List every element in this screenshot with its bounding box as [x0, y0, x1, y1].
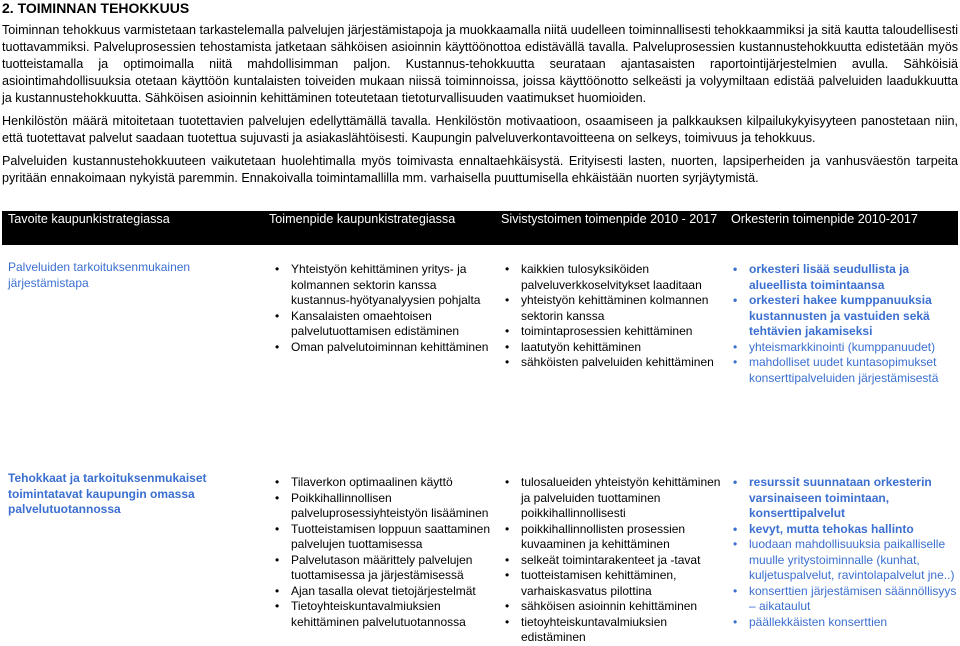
- list-item: • orkesteri hakee kumppanuuksia kustannusten ja vastuiden sekä tehtävien jakamiseksi: [727, 293, 958, 340]
- orchestra-cell: [725, 245, 958, 445]
- list-item: • toimintaprosessien kehittäminen: [499, 324, 725, 340]
- strategy-cell: [263, 245, 495, 445]
- goal-cell: Tehokkaat ja tarkoituksenmukaiset toimintatavat kaupungin omassa palvelutuotannossa: [8, 471, 207, 516]
- orchestra-cell: [725, 445, 958, 646]
- header-strategy: Toimenpide kaupunkistrategiassa: [263, 211, 495, 245]
- list-item: • orkesteri lisää seudullista ja alueellista toimintaansa: [727, 262, 958, 293]
- list-item: • Kansalaisten omaehtoisen palvelutuottamisen edistäminen: [269, 309, 495, 340]
- table-row: [2, 245, 958, 445]
- header-goal: Tavoite kaupunkistrategiassa: [2, 211, 263, 245]
- paragraph-prevention: Palveluiden kustannustehokkuuteen vaikutetaan huolehtimalla myös toimivasta ennaltaehkäisystä. Erityisesti lasten, nuorten, lapsiperheiden ja vanhusväestön tarpeita pyritään ennakoimaan nykyistä paremmin. Ennakoivalla toimintamallilla mm. varhaisella puuttumisella ehkäistään nuorten syrjäytymistä.: [2, 154, 958, 185]
- paragraph-personnel: Henkilöstön määrä mitoitetaan tuotettavien palvelujen edellyttämällä tavalla. Henkilöstön motivaatioon, osaamiseen ja palkkauksen kilpailukykyisyyteen panostetaan niin, että tuotettavat palvelut saadaan tuotettua sujuvasti ja asiakaslähtöisesti. Kaupungin palveluverkontavoitteena on selkeys, toimivuus ja tehokkuus.: [2, 114, 958, 145]
- list-item: • sähköisen asioinnin kehittäminen: [499, 599, 725, 615]
- header-orchestra: Orkesterin toimenpide 2010-2017: [725, 211, 958, 245]
- section-heading: 2. TOIMINNAN TEHOKKUUS: [2, 0, 190, 16]
- list-item: • kevyt, mutta tehokas hallinto: [727, 522, 958, 538]
- education-cell: [495, 245, 725, 445]
- table-row: [2, 445, 958, 646]
- list-item: • Palvelutason määrittely palvelujen tuottamisessa ja järjestämisessä: [269, 553, 495, 584]
- list-item: • tietoyhteiskuntavalmiuksien edistäminen: [499, 615, 725, 646]
- education-list: [495, 245, 725, 371]
- list-item: • laatutyön kehittäminen: [499, 340, 725, 356]
- strategy-cell: [263, 445, 495, 646]
- list-item: • tuotteistamisen kehittäminen, varhaiskasvatus pilottina: [499, 568, 725, 599]
- strategy-list: [263, 445, 495, 630]
- table-header-row: [2, 211, 958, 245]
- list-item: • luodaan mahdollisuuksia paikalliselle muulle yritystoiminnalle (kunhat, kuljetuspalvelut, ravintolapalvelut jne..): [727, 537, 958, 584]
- education-cell: [495, 445, 725, 646]
- list-item: • yhteistyön kehittäminen kolmannen sektorin kanssa: [499, 293, 725, 324]
- list-item: • yhteismarkkinointi (kumppanuudet): [727, 340, 958, 356]
- strategy-table: [2, 211, 958, 646]
- list-item: • mahdolliset uudet kuntasopimukset konserttipalveluiden järjestämisestä: [727, 355, 958, 386]
- orchestra-list: [725, 445, 958, 630]
- education-list: [495, 445, 725, 646]
- list-item: • Yhteistyön kehittäminen yritys- ja kolmannen sektorin kanssa kustannus-hyötyanalyysien pohjalta: [269, 262, 495, 309]
- list-item: • resurssit suunnataan orkesterin varsinaiseen toimintaan, konserttipalvelut: [727, 475, 958, 522]
- list-item: • tulosalueiden yhteistyön kehittäminen ja palveluiden tuottaminen poikkihallinnollisesti: [499, 475, 725, 522]
- list-item: • Oman palvelutoiminnan kehittäminen: [269, 340, 495, 356]
- strategy-list: [263, 245, 495, 355]
- list-item: • poikkihallinnollisten prosessien kuvaaminen ja kehittäminen: [499, 522, 725, 553]
- list-item: • päällekkäisten konserttien: [727, 615, 958, 631]
- list-item: • Tilaverkon optimaalinen käyttö: [269, 475, 495, 491]
- list-item: • kaikkien tulosyksiköiden palveluverkkoselvitykset laaditaan: [499, 262, 725, 293]
- list-item: • Tuotteistamisen loppuun saattaminen palvelujen tuottamisessa: [269, 522, 495, 553]
- list-item: • sähköisten palveluiden kehittäminen: [499, 355, 725, 371]
- list-item: • Tietoyhteiskuntavalmiuksien kehittäminen palvelutuotannossa: [269, 599, 495, 630]
- list-item: • Ajan tasalla olevat tietojärjestelmät: [269, 584, 495, 600]
- paragraph-efficiency: Toiminnan tehokkuus varmistetaan tarkastelemalla palvelujen järjestämistapoja ja muokkaamalla niitä uudelleen toiminnallisesti tehokkaammiksi ja sitä kautta taloudellisesti tuottavammiksi. Palveluprosessien tehostamista jatketaan sähköisen asioinnin käyttöönottoa edistävällä tavalla. Palveluprosessien kustannustehokkuutta edistetään myös tuotteistamalla ja optimoimalla niitä mahdollisimman paljon. Kustannus-tehokkuutta seurataan ajantasaisten raportointijärjestelmien avulla. Sähköisiä asiointimahdollisuuksia otetaan käyttöön kuntalaisten toiveiden mukaan niissä toiminnoissa, joissa käyttöönotto selkeästi ja volyymiltaan edistää palveluiden laadukkuutta ja kustannustehokkuutta. Sähköisen asioinnin kehittäminen toteutetaan tietoturvallisuuden vaatimukset huomioiden.: [2, 23, 958, 105]
- orchestra-list: [725, 245, 958, 386]
- list-item: • Poikkihallinnollisen palveluprosessiyhteistyön lisääminen: [269, 491, 495, 522]
- list-item: • konserttien järjestämisen säännöllisyys – aikataulut: [727, 584, 958, 615]
- header-education: Sivistystoimen toimenpide 2010 - 2017: [495, 211, 725, 245]
- list-item: • selkeät toimintarakenteet ja -tavat: [499, 553, 725, 569]
- goal-cell: Palveluiden tarkoituksenmukainen järjestämistapa: [8, 260, 191, 290]
- document-page: [2, 0, 958, 187]
